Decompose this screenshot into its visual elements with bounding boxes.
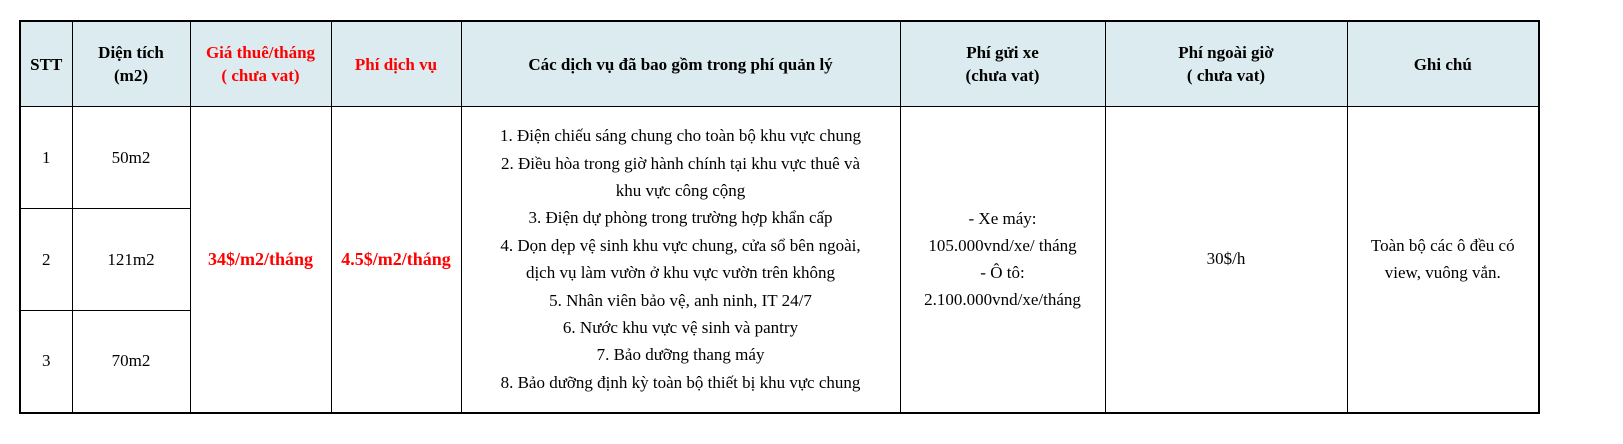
parking-line: 2.100.000vnd/xe/tháng: [924, 290, 1081, 310]
service-item: 7. Bảo dưỡng thang máy: [596, 345, 765, 365]
header-rent: [190, 21, 331, 107]
parking-line: - Xe máy:: [968, 209, 1037, 229]
header-area-line-1: Diện tích: [98, 43, 164, 62]
header-parking-line-2: (chưa vat): [965, 66, 1040, 85]
parking-line: 105.000vnd/xe/ tháng: [928, 236, 1077, 256]
header-rent-line-2: ( chưa vat): [221, 66, 300, 85]
header-note-label: Ghi chú: [1413, 54, 1472, 74]
note-line-2: view, vuông vắn.: [1384, 263, 1501, 283]
cell-area: 50m2: [72, 107, 190, 209]
parking-line: - Ô tô:: [980, 263, 1025, 283]
service-item: 6. Nước khu vực vệ sinh và pantry: [562, 318, 799, 338]
header-included-services: [461, 21, 900, 107]
header-parking-line-1: Phí gửi xe: [966, 43, 1039, 62]
service-item: 8. Bảo dưỡng định kỳ toàn bộ thiết bị khu vực chung: [500, 372, 861, 392]
header-overtime-line-1: Phí ngoài giờ: [1178, 43, 1274, 62]
header-area: [72, 21, 190, 107]
header-rent-line-1: Giá thuê/tháng: [205, 43, 316, 62]
service-item: khu vực công cộng: [615, 181, 746, 201]
cell-service-fee-value: 4.5$/m2/tháng: [331, 107, 461, 413]
header-note: [1347, 21, 1539, 107]
header-overtime-line-2: ( chưa vat): [1186, 66, 1266, 85]
cell-stt: 1: [20, 107, 72, 209]
header-included-services-label: Các dịch vụ đã bao gồm trong phí quản lý: [528, 54, 833, 74]
service-item: dịch vụ làm vườn ở khu vực vườn trên không: [525, 263, 836, 283]
cell-included-services: [461, 107, 900, 413]
service-item: 1. Điện chiếu sáng chung cho toàn bộ khu vực chung: [500, 126, 861, 146]
service-item: 5. Nhân viên bảo vệ, anh ninh, IT 24/7: [549, 290, 812, 310]
cell-area: 70m2: [72, 311, 190, 413]
header-parking: [900, 21, 1105, 107]
service-item: 4. Dọn dẹp vệ sinh khu vực chung, cửa sổ bên ngoài,: [500, 235, 861, 255]
table-row: [20, 107, 1539, 209]
header-stt: [20, 21, 72, 107]
header-service-fee: [331, 21, 461, 107]
header-overtime: [1105, 21, 1347, 107]
cell-stt: 3: [20, 311, 72, 413]
note-line-1: Toàn bộ các ô đều có: [1370, 236, 1515, 256]
cell-stt: 2: [20, 209, 72, 311]
header-row: [20, 21, 1539, 107]
service-item: 3. Điện dự phòng trong trường hợp khẩn cấp: [528, 208, 833, 228]
header-service-fee-label: Phí dịch vụ: [354, 54, 438, 74]
cell-overtime-value: 30$/h: [1105, 107, 1347, 413]
cell-note: [1347, 107, 1539, 413]
cell-rent-value: 34$/m2/tháng: [190, 107, 331, 413]
cell-parking: [900, 107, 1105, 413]
header-stt-label: STT: [30, 54, 63, 74]
cell-area: 121m2: [72, 209, 190, 311]
rental-price-table: [19, 20, 1540, 414]
service-item: 2. Điều hòa trong giờ hành chính tại khu vực thuê và: [500, 153, 861, 173]
header-area-line-2: (m2): [114, 66, 148, 85]
